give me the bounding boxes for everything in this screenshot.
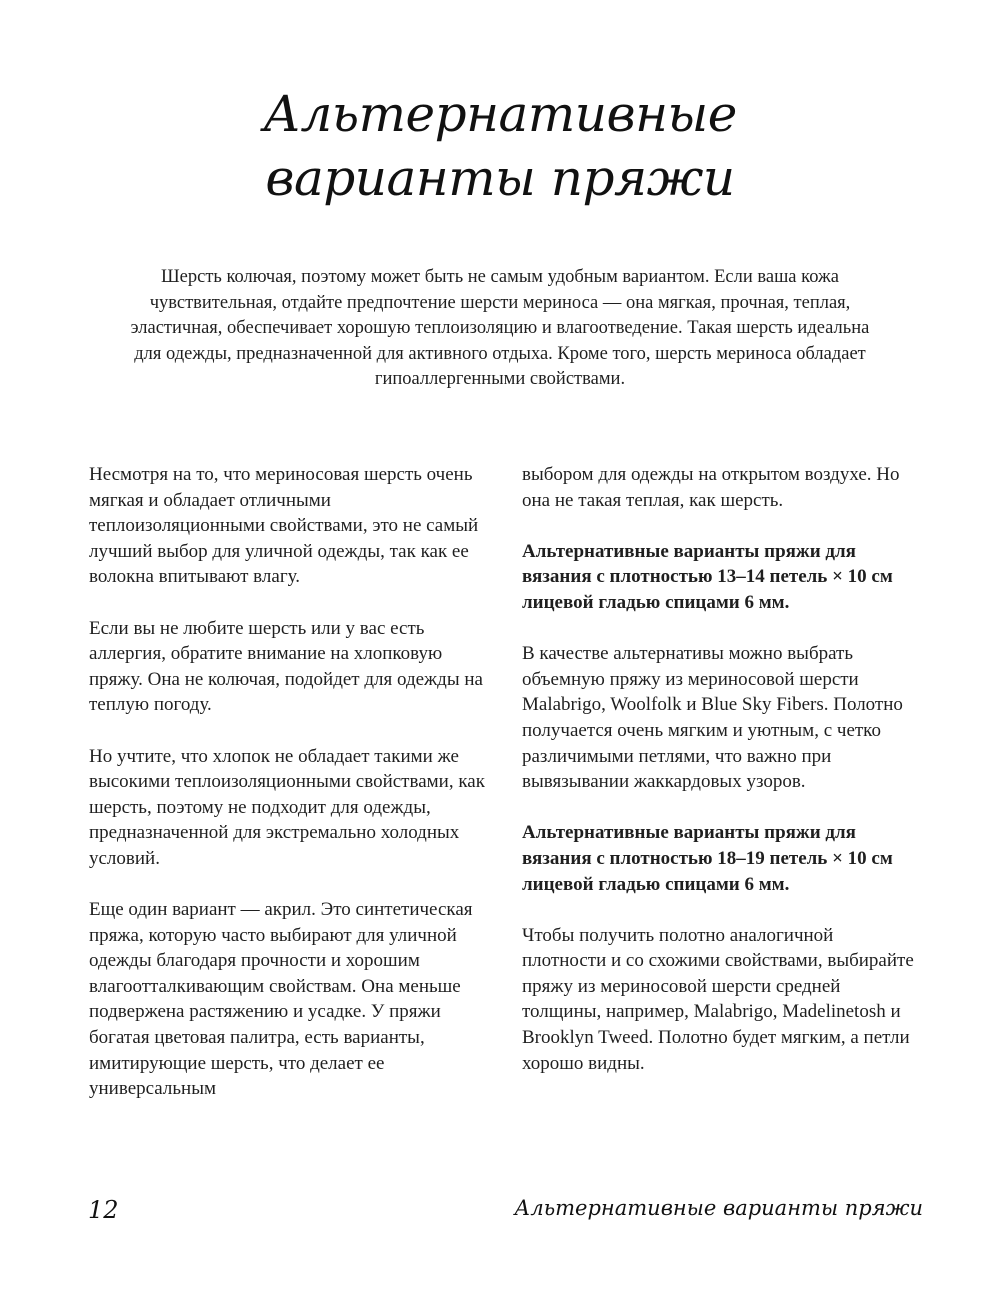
right-paragraph-1: В качестве альтернативы можно выбрать объемную пряжу из мериносовой шерсти Malabrigo, Woolfolk и Blue Sky Fibers. Полотно получается очень мягким и уютным, с четко различимыми петлями, что важно при вывязывании жаккардовых узоров. [522,643,903,793]
right-column [522,462,922,1102]
left-paragraph-4: Еще один вариант — акрил. Это синтетическая пряжа, которую часто выбирают для уличной одежды благодаря прочности и хорошим влагоотталкивающим свойствам. Она меньше подвержена растяжению и усадке. У пряжи богатая цветовая палитра, есть варианты, имитирующие шерсть, что делает ее универсальным [89,899,473,1100]
intro-paragraph: Шерсть колючая, поэтому может быть не самым удобным вариантом. Если ваша кожа чувствительная, отдайте предпочтение шерсти мериноса — она мягкая, прочная, теплая, эластичная, обеспечивает хорошую теплоизоляцию и влагоотведение. Такая шерсть идеальна для одежды, предназначенной для активного отдыха. Кроме того, шерсть мериноса обладает гипоаллергенными свойствами. [130,267,870,389]
right-continuation-paragraph: выбором для одежды на открытом воздухе. Но она не такая теплая, как шерсть. [522,464,900,511]
right-paragraph-2: Чтобы получить полотно аналогичной плотности и со схожими свойствами, выбирайте пряжу из мериносовой шерсти средней толщины, например, Malabrigo, Madelinetosh и Brooklyn Tweed. Полотно будет мягким, а петли хорошо видны. [522,924,914,1074]
right-subheading-2: Альтернативные варианты пряжи для вязания с плотностью 18–19 петель × 10 см лицевой гладью спицами 6 мм. [522,822,893,895]
left-paragraph-1: Несмотря на то, что мериносовая шерсть очень мягкая и обладает отличными теплоизоляционными свойствами, это не самый лучший выбор для уличной одежды, так как ее волокна впитывают влагу. [89,464,479,588]
running-title: Альтернативные варианты пряжи [514,1196,923,1220]
left-column [89,462,489,1127]
page-number: 12 [88,1196,119,1224]
left-paragraph-3: Но учтите, что хлопок не обладает такими же высокими теплоизоляционными свойствами, как шерсть, поэтому не подходит для одежды, предназначенной для экстремально холодных условий. [89,745,485,869]
page-title-line-1: Альтернативные [263,85,737,143]
page-title-line-2: варианты пряжи [265,149,735,207]
page-title [0,82,1000,210]
right-subheading-1: Альтернативные варианты пряжи для вязания с плотностью 13–14 петель × 10 см лицевой гладью спицами 6 мм. [522,540,893,613]
left-paragraph-2: Если вы не любите шерсть или у вас есть аллергия, обратите внимание на хлопковую пряжу. Она не колючая, подойдет для одежды на теплую погоду. [89,617,483,716]
